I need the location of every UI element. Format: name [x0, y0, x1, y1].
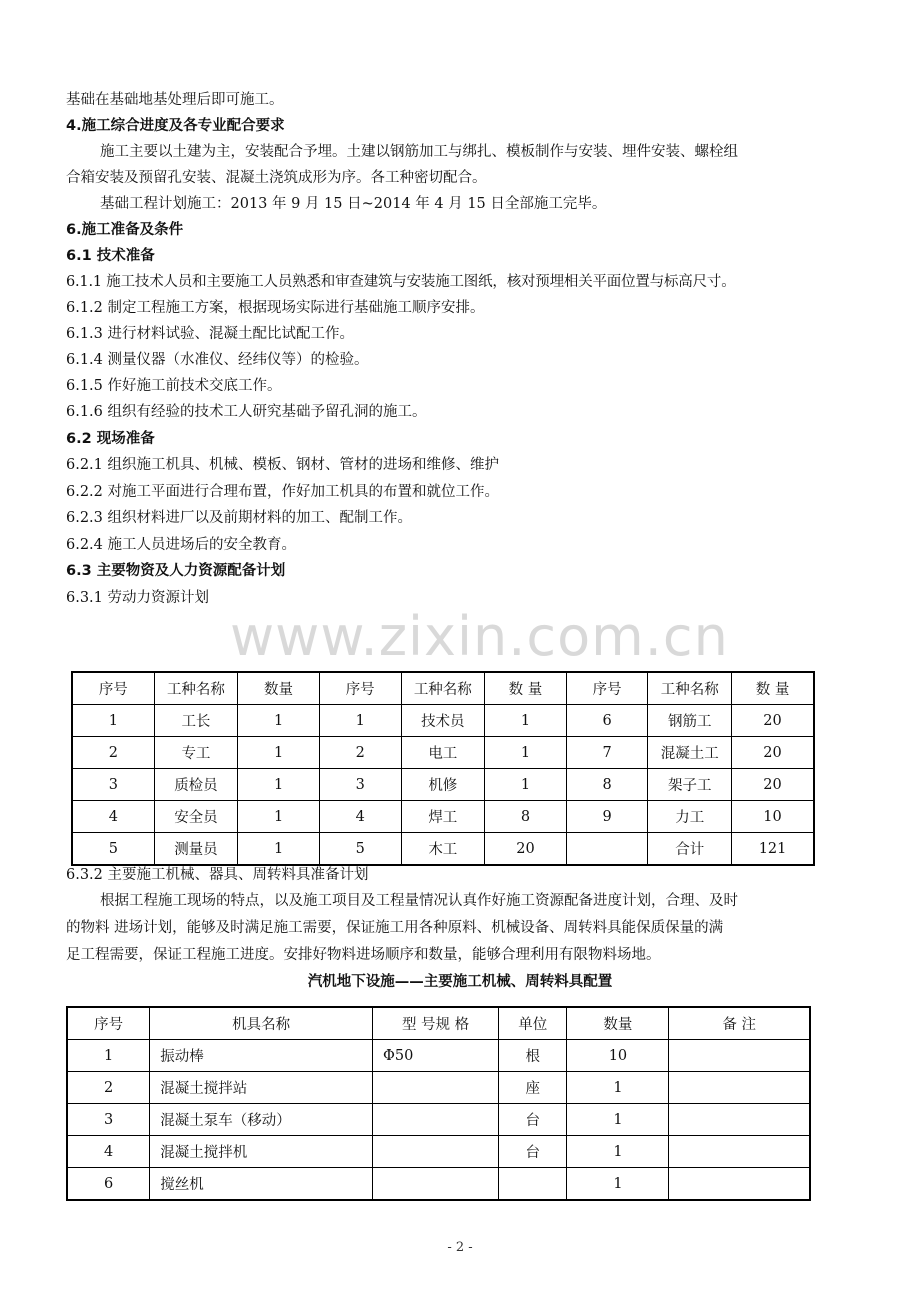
- table-row: [67, 1104, 810, 1136]
- table-cell: 木工: [401, 833, 485, 866]
- table-cell: 安全员: [154, 801, 238, 833]
- table-cell: 质检员: [154, 769, 238, 801]
- table-cell: 5: [72, 833, 154, 866]
- page-number: - 2 -: [447, 1240, 473, 1255]
- table-cell: 1: [238, 801, 320, 833]
- table-row: [72, 769, 814, 801]
- table-header-cell: 备 注: [669, 1007, 810, 1040]
- table-cell: 技术员: [401, 705, 485, 737]
- table-cell: 2: [67, 1072, 150, 1104]
- paragraph: 基础工程计划施工：2013 年 9 月 15 日~2014 年 4 月 15 日全部施工完毕。: [100, 196, 607, 212]
- table-header-cell: 序号: [566, 672, 648, 705]
- table-cell: 4: [72, 801, 154, 833]
- paragraph: 施工主要以土建为主，安装配合予埋。土建以钢筋加工与绑扎、模板制作与安装、埋件安装、螺栓组: [100, 144, 738, 160]
- table-cell: 座: [499, 1072, 567, 1104]
- table-cell: 4: [319, 801, 401, 833]
- table-cell: 4: [67, 1136, 150, 1168]
- table-cell: 钢筋工: [648, 705, 732, 737]
- table-row: [72, 705, 814, 737]
- list-item: 6.1.5 作好施工前技术交底工作。: [66, 378, 282, 394]
- table-cell: 专工: [154, 737, 238, 769]
- table-cell: 1: [567, 1104, 669, 1136]
- table-header-cell: 单位: [499, 1007, 567, 1040]
- table-row: [72, 737, 814, 769]
- list-item: 6.1.3 进行材料试验、混凝土配比试配工作。: [66, 326, 355, 342]
- table-header-cell: 工种名称: [648, 672, 732, 705]
- table-cell: 9: [566, 801, 648, 833]
- table-cell: 121: [732, 833, 814, 866]
- table-cell: [566, 833, 648, 866]
- table-cell: 1: [567, 1136, 669, 1168]
- table-cell: 1: [567, 1168, 669, 1201]
- table-cell: 20: [732, 737, 814, 769]
- table-cell: [669, 1104, 810, 1136]
- table-row: [72, 801, 814, 833]
- table-cell: 3: [67, 1104, 150, 1136]
- table-header-cell: 型 号规 格: [373, 1007, 499, 1040]
- table-header-row: [72, 672, 814, 705]
- table-cell: [499, 1168, 567, 1201]
- table-cell: [669, 1040, 810, 1072]
- paragraph: 根据工程施工现场的特点，以及施工项目及工程量情况认真作好施工资源配备进度计划，合理、及时: [100, 893, 738, 909]
- table-row: [67, 1136, 810, 1168]
- table-row: [67, 1072, 810, 1104]
- table-header-cell: 机具名称: [150, 1007, 373, 1040]
- table-cell: 1: [67, 1040, 150, 1072]
- subsection-heading: 6.1 技术准备: [66, 248, 155, 264]
- table-header-cell: 数 量: [485, 672, 567, 705]
- table-cell: 混凝土泵车（移动）: [150, 1104, 373, 1136]
- table-cell: [669, 1168, 810, 1201]
- table-header-cell: 工种名称: [154, 672, 238, 705]
- labor-resource-table: [71, 671, 815, 866]
- table-cell: 1: [238, 705, 320, 737]
- table-cell: 6: [566, 705, 648, 737]
- table-cell: 8: [485, 801, 567, 833]
- section-heading: 4.施工综合进度及各专业配合要求: [66, 118, 285, 134]
- table-row: [67, 1040, 810, 1072]
- table-cell: 1: [485, 705, 567, 737]
- table-header-cell: 数量: [238, 672, 320, 705]
- table-cell: 1: [238, 737, 320, 769]
- table-header-cell: 序号: [67, 1007, 150, 1040]
- watermark: www.zixin.com.cn: [230, 605, 729, 668]
- table-cell: 1: [238, 833, 320, 866]
- table-cell: 10: [732, 801, 814, 833]
- table-cell: 6: [67, 1168, 150, 1201]
- table-cell: 20: [732, 705, 814, 737]
- table-cell: 振动棒: [150, 1040, 373, 1072]
- table-cell: Φ50: [373, 1040, 499, 1072]
- table-cell: 台: [499, 1104, 567, 1136]
- table-row: [67, 1168, 810, 1201]
- list-item: 6.1.6 组织有经验的技术工人研究基础予留孔洞的施工。: [66, 404, 427, 420]
- table-header-row: [67, 1007, 810, 1040]
- table-cell: 1: [72, 705, 154, 737]
- table-cell: 1: [319, 705, 401, 737]
- table-cell: 1: [238, 769, 320, 801]
- table-cell: 搅丝机: [150, 1168, 373, 1201]
- list-item: 6.2.4 施工人员进场后的安全教育。: [66, 537, 297, 553]
- table-cell: 3: [319, 769, 401, 801]
- table-title: 汽机地下设施——主要施工机械、周转料具配置: [307, 974, 613, 990]
- subsection-heading: 6.2 现场准备: [66, 431, 155, 447]
- table-cell: 5: [319, 833, 401, 866]
- list-item: 6.1.2 制定工程施工方案，根据现场实际进行基础施工顺序安排。: [66, 300, 485, 316]
- table-cell: 力工: [648, 801, 732, 833]
- table-cell: 20: [732, 769, 814, 801]
- list-item: 6.2.3 组织材料进厂以及前期材料的加工、配制工作。: [66, 510, 413, 526]
- paragraph: 合箱安装及预留孔安装、混凝土浇筑成形为序。各工种密切配合。: [66, 170, 487, 186]
- table-cell: [669, 1136, 810, 1168]
- table-cell: 1: [485, 737, 567, 769]
- table-cell: 1: [567, 1072, 669, 1104]
- table-cell: 2: [319, 737, 401, 769]
- equipment-table: [66, 1006, 811, 1201]
- table-cell: [669, 1072, 810, 1104]
- table-cell: 测量员: [154, 833, 238, 866]
- subsection-heading: 6.3 主要物资及人力资源配备计划: [66, 563, 286, 579]
- table-cell: 架子工: [648, 769, 732, 801]
- table-cell: 机修: [401, 769, 485, 801]
- list-item: 6.2.2 对施工平面进行合理布置，作好加工机具的布置和就位工作。: [66, 484, 500, 500]
- table-cell: [373, 1136, 499, 1168]
- table-cell: 7: [566, 737, 648, 769]
- table-cell: 焊工: [401, 801, 485, 833]
- paragraph: 的物料 进场计划，能够及时满足施工需要，保证施工用各种原料、机械设备、周转料具能保质保量的满: [66, 920, 724, 936]
- table-cell: [373, 1104, 499, 1136]
- paragraph: 基础在基础地基处理后即可施工。: [66, 92, 284, 108]
- table-cell: 电工: [401, 737, 485, 769]
- table-cell: 台: [499, 1136, 567, 1168]
- list-item: 6.1.1 施工技术人员和主要施工人员熟悉和审查建筑与安装施工图纸，核对预埋相关平面位置与标高尺寸。: [66, 274, 736, 290]
- table-cell: 混凝土工: [648, 737, 732, 769]
- table-cell: 8: [566, 769, 648, 801]
- list-item: 6.3.1 劳动力资源计划: [66, 590, 210, 606]
- list-item: 6.2.1 组织施工机具、机械、模板、钢材、管材的进场和维修、维护: [66, 457, 500, 473]
- table-row: [72, 833, 814, 866]
- table-cell: 合计: [648, 833, 732, 866]
- section-heading: 6.施工准备及条件: [66, 222, 184, 238]
- table-cell: 20: [485, 833, 567, 866]
- list-item: 6.1.4 测量仪器（水准仪、经纬仪等）的检验。: [66, 352, 369, 368]
- table-cell: 混凝土搅拌机: [150, 1136, 373, 1168]
- table-cell: 工长: [154, 705, 238, 737]
- list-item: 6.3.2 主要施工机械、器具、周转料具准备计划: [66, 867, 369, 883]
- table-cell: 3: [72, 769, 154, 801]
- paragraph: 足工程需要，保证工程施工进度。安排好物料进场顺序和数量，能够合理利用有限物料场地。: [66, 947, 661, 963]
- table-cell: 1: [485, 769, 567, 801]
- table-header-cell: 序号: [319, 672, 401, 705]
- table-header-cell: 数 量: [732, 672, 814, 705]
- table-cell: [373, 1072, 499, 1104]
- table-cell: [373, 1168, 499, 1201]
- table-cell: 根: [499, 1040, 567, 1072]
- table-cell: 10: [567, 1040, 669, 1072]
- table-cell: 混凝土搅拌站: [150, 1072, 373, 1104]
- table-header-cell: 工种名称: [401, 672, 485, 705]
- table-header-cell: 序号: [72, 672, 154, 705]
- table-cell: 2: [72, 737, 154, 769]
- table-header-cell: 数量: [567, 1007, 669, 1040]
